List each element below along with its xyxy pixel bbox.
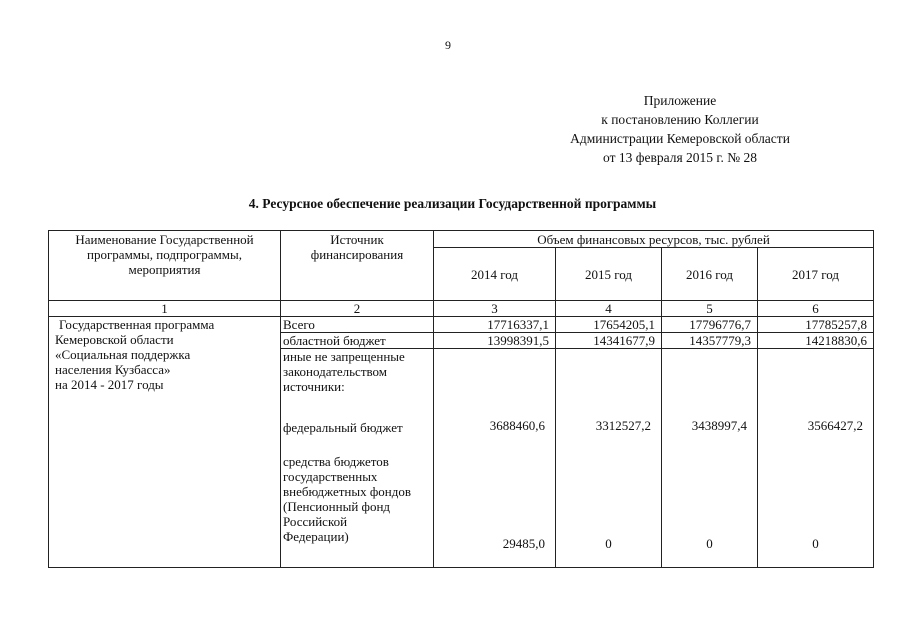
source-line: источники:	[283, 379, 345, 394]
appendix-line: к постановлению Коллегии	[601, 112, 759, 127]
appendix-line: от 13 февраля 2015 г. № 28	[603, 150, 757, 165]
page-number: 9	[445, 38, 451, 52]
column-number: 6	[758, 301, 874, 317]
header-volume: Объем финансовых ресурсов, тыс. рублей	[434, 231, 874, 248]
appendix-line: Приложение	[643, 93, 717, 108]
value-cell	[758, 349, 874, 568]
year-cell: 2016 год	[662, 248, 758, 301]
program-name-line: «Социальная поддержка	[55, 347, 191, 362]
column-number: 4	[556, 301, 662, 317]
program-name-line: Кемеровской области	[55, 332, 174, 347]
source-line: Российской	[283, 514, 348, 529]
value-cell: 17654205,1	[556, 317, 662, 333]
value-text: 0	[706, 536, 713, 551]
column-number-row	[49, 301, 874, 317]
value-text: 3566427,2	[807, 418, 863, 433]
value-cell: 17716337,1	[434, 317, 556, 333]
value-text: 3688460,6	[489, 418, 545, 433]
value-cell	[556, 349, 662, 568]
year-cell: 2017 год	[758, 248, 874, 301]
source-line: законодательством	[283, 364, 388, 379]
value-cell	[434, 349, 556, 568]
value-cell: 17796776,7	[662, 317, 758, 333]
source-cell: областной бюджет	[281, 333, 434, 349]
header-name: Наименование Государственной программы, подпрограммы, мероприятия	[49, 231, 281, 301]
resource-table	[48, 230, 874, 568]
appendix-block	[545, 91, 815, 167]
value-text: 0	[812, 536, 819, 551]
value-cell: 14341677,9	[556, 333, 662, 349]
source-line: внебюджетных фондов	[283, 484, 411, 499]
value-text: 3438997,4	[691, 418, 747, 433]
program-name-line: Государственная программа	[59, 317, 215, 332]
table-row	[49, 317, 874, 333]
source-line: средства бюджетов	[283, 454, 389, 469]
header-row	[49, 231, 874, 248]
column-number: 1	[49, 301, 281, 317]
year-cell: 2015 год	[556, 248, 662, 301]
program-name-cell	[49, 317, 281, 568]
value-text: 29485,0	[502, 536, 545, 551]
program-name-line: на 2014 - 2017 годы	[55, 377, 164, 392]
program-name-line: населения Кузбасса»	[55, 362, 171, 377]
year-cell: 2014 год	[434, 248, 556, 301]
column-number: 2	[281, 301, 434, 317]
value-cell: 13998391,5	[434, 333, 556, 349]
source-line: Федерации)	[283, 529, 349, 544]
value-cell: 14218830,6	[758, 333, 874, 349]
value-text: 0	[605, 536, 612, 551]
column-number: 3	[434, 301, 556, 317]
source-cell: Всего	[281, 317, 434, 333]
value-cell: 17785257,8	[758, 317, 874, 333]
appendix-line: Администрации Кемеровской области	[570, 131, 790, 146]
source-line: федеральный бюджет	[283, 420, 403, 435]
source-cell	[281, 349, 434, 568]
source-line: (Пенсионный фонд	[283, 499, 391, 514]
value-cell	[662, 349, 758, 568]
value-cell: 14357779,3	[662, 333, 758, 349]
value-text: 3312527,2	[595, 418, 651, 433]
section-title: 4. Ресурсное обеспечение реализации Государственной программы	[248, 196, 657, 211]
header-source: Источник финансирования	[281, 231, 434, 301]
source-line: иные не запрещенные	[283, 349, 405, 364]
column-number: 5	[662, 301, 758, 317]
source-line: государственных	[283, 469, 378, 484]
